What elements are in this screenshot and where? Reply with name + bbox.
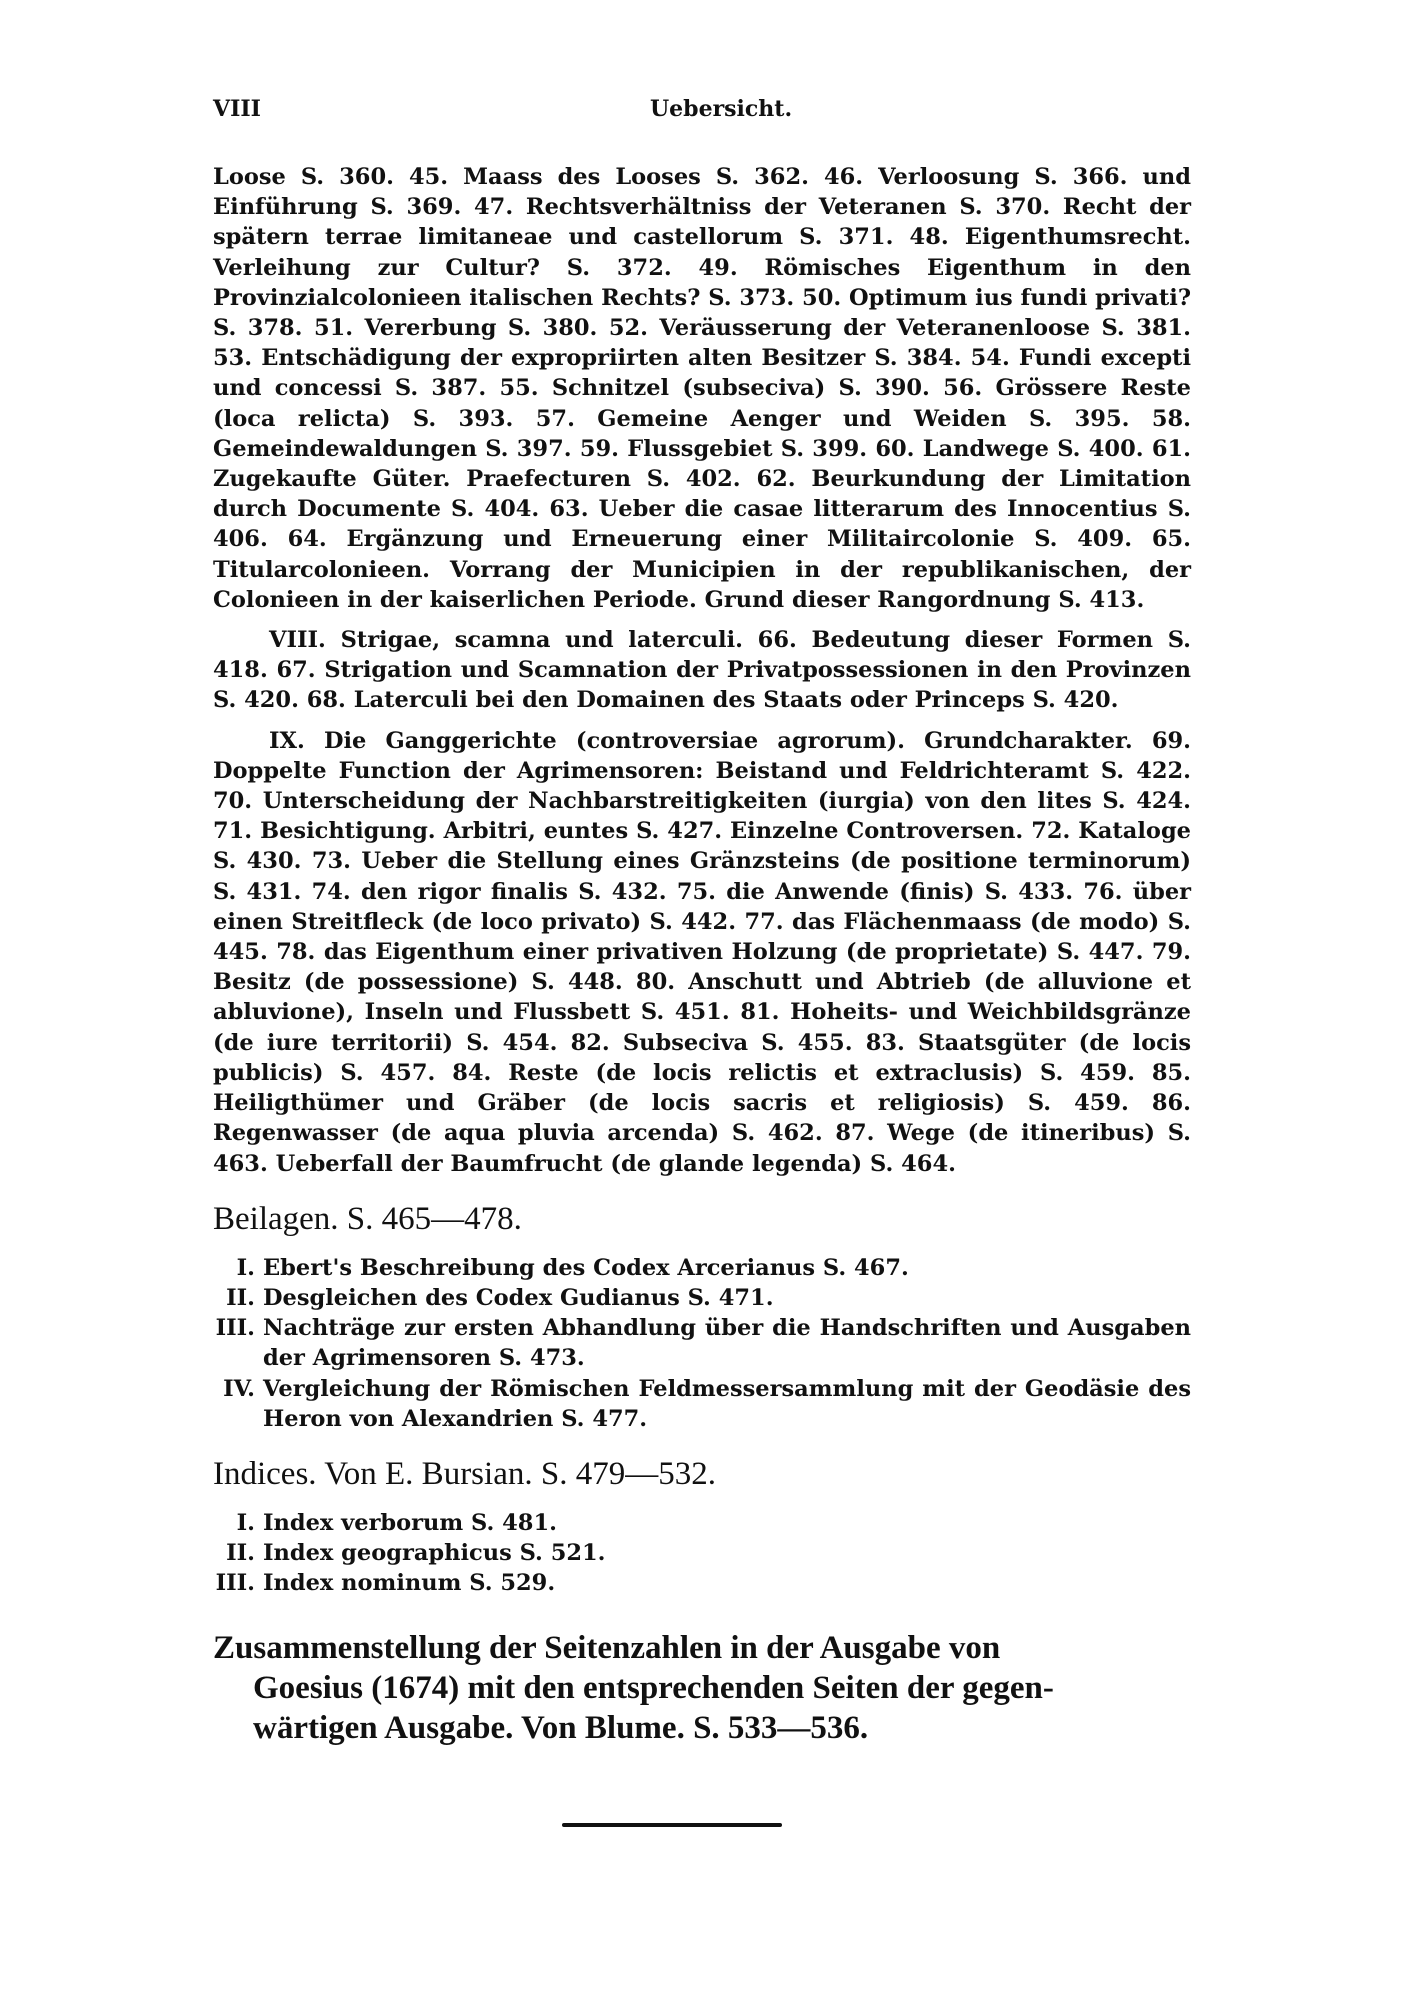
list-item-number: II. — [226, 1284, 255, 1311]
list-item-text: Nachträge zur ersten Abhandlung über die Handschriften und Ausgaben der Agrimensoren S. 473. — [263, 1315, 1191, 1372]
running-header — [213, 96, 1193, 136]
page-number: VIII — [213, 96, 261, 122]
list-item-number: III. — [215, 1570, 255, 1597]
list-item — [213, 1568, 1191, 1598]
indices-heading: Indices. Von E. Bursian. S. 479—532. — [213, 1455, 716, 1492]
running-title: Uebersicht. — [650, 96, 793, 122]
indices-list — [213, 1508, 1191, 1599]
list-item-text: Vergleichung der Römischen Feldmessersammlung mit der Geodäsie des Heron von Alexandrien S. 477. — [263, 1375, 1191, 1432]
zusammenstellung-heading — [213, 1628, 1193, 1748]
beilagen-list — [213, 1253, 1191, 1434]
list-item-text: Desgleichen des Codex Gudianus S. 471. — [263, 1284, 774, 1311]
list-item-text: Ebert's Beschreibung des Codex Arcerianus S. 467. — [263, 1254, 909, 1281]
list-item-text: Index nominum S. 529. — [263, 1570, 556, 1597]
list-item — [213, 1283, 1191, 1313]
main-paragraph: Loose S. 360. 45. Maass des Looses S. 362. 46. Verloosung S. 366. und Einführung S. 369. 47. Rechtsverhältniss der Veteranen S. 370. Recht der spätern terrae limitaneae und castellorum S. 371. 48. Eigenthumsrecht. Verleihung zur Cultur? S. 372. 49. Römisches Eigenthum in den Provinzialcolonieen italischen Rechts? S. 373. 50. Optimum ius fundi privati? S. 378. 51. Vererbung S. 380. 52. Veräusserung der Veteranenloose S. 381. 53. Entschädigung der expropriirten alten Besitzer S. 384. 54. Fundi excepti und concessi S. 387. 55. Schnitzel (subseciva) S. 390. 56. Grössere Reste (loca relicta) S. 393. 57. Gemeine Aenger und Weiden S. 395. 58. Gemeindewaldungen S. 397. 59. Flussgebiet S. 399. 60. Landwege S. 400. 61. Zugekaufte Güter. Praefecturen S. 402. 62. Beurkundung der Limitation durch Documente S. 404. 63. Ueber die casae litterarum des Innocentius S. 406. 64. Ergänzung und Erneuerung einer Militaircolonie S. 409. 65. Titularcolonieen. Vorrang der Municipien in der republikanischen, der Colonieen in der kaiserlichen Periode. Grund dieser Rangordnung S. 413. — [213, 164, 1191, 613]
list-item — [213, 1313, 1191, 1373]
end-rule — [562, 1823, 782, 1827]
list-item-number: II. — [226, 1540, 255, 1567]
list-item-number: I. — [236, 1254, 255, 1281]
zusammenstellung-line-3: wärtigen Ausgabe. Von Blume. S. 533—536. — [253, 1710, 869, 1746]
list-item-text: Index verborum S. 481. — [263, 1509, 557, 1536]
beilagen-heading: Beilagen. S. 465—478. — [213, 1200, 522, 1237]
zusammenstellung-line-2: Goesius (1674) mit den entsprechenden Seiten der gegen- — [253, 1670, 1054, 1706]
list-item — [213, 1374, 1191, 1434]
list-item — [213, 1253, 1191, 1283]
section-viii: VIII. Strigae, scamna und laterculi. 66. Bedeutung dieser Formen S. 418. 67. Strigation und Scamnation der Privatpossessionen in den Provinzen S. 420. 68. Laterculi bei den Domainen des Staats oder Princeps S. 420. — [213, 627, 1191, 714]
list-item — [213, 1538, 1191, 1568]
list-item-number: IV. — [223, 1375, 255, 1402]
zusammenstellung-line-1: Zusammenstellung der Seitenzahlen in der Ausgabe von — [213, 1630, 1001, 1666]
section-ix: IX. Die Ganggerichte (controversiae agrorum). Grundcharakter. 69. Doppelte Function der Agrimensoren: Beistand und Feldrichteramt S. 422. 70. Unterscheidung der Nachbarstreitigkeiten (iurgia) von den lites S. 424. 71. Besichtigung. Arbitri, euntes S. 427. Einzelne Controversen. 72. Kataloge S. 430. 73. Ueber die Stellung eines Gränzsteins (de positione terminorum) S. 431. 74. den rigor finalis S. 432. 75. die Anwende (finis) S. 433. 76. über einen Streitfleck (de loco privato) S. 442. 77. das Flächenmaass (de modo) S. 445. 78. das Eigenthum einer privativen Holzung (de proprietate) S. 447. 79. Besitz (de possessione) S. 448. 80. Anschutt und Abtrieb (de alluvione et abluvione), Inseln und Flussbett S. 451. 81. Hoheits- und Weichbildsgränze (de iure territorii) S. 454. 82. Subseciva S. 455. 83. Staatsgüter (de locis publicis) S. 457. 84. Reste (de locis relictis et extraclusis) S. 459. 85. Heiligthümer und Gräber (de locis sacris et religiosis) S. 459. 86. Regenwasser (de aqua pluvia arcenda) S. 462. 87. Wege (de itineribus) S. 463. Ueberfall der Baumfrucht (de glande legenda) S. 464. — [213, 727, 1191, 1177]
list-item-text: Index geographicus S. 521. — [263, 1540, 606, 1567]
page-body — [213, 162, 1191, 1599]
list-item-number: III. — [215, 1315, 255, 1342]
list-item — [213, 1508, 1191, 1538]
list-item-number: I. — [236, 1509, 255, 1536]
